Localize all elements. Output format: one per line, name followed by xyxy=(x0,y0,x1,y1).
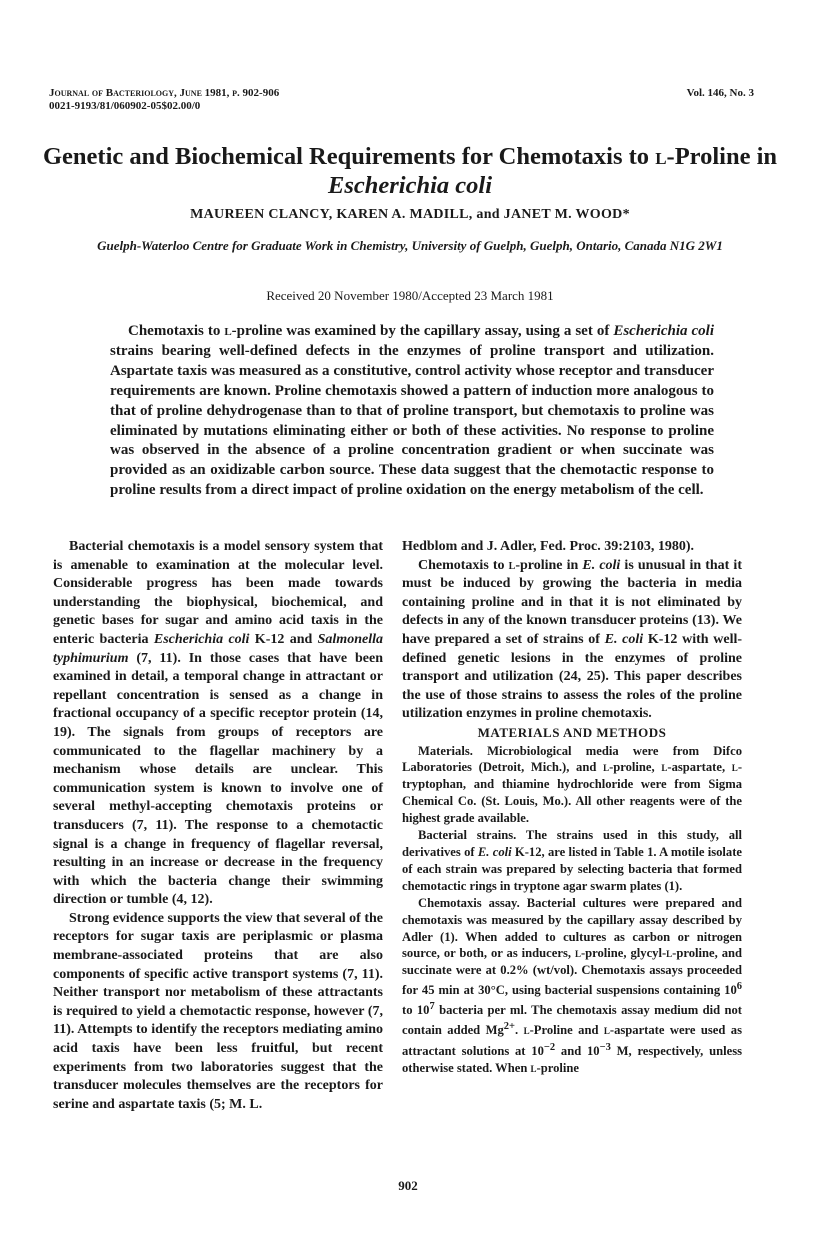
abstract-organism: Escherichia coli xyxy=(613,323,714,339)
abstract-text: strains bearing well-defined defects in the enzymes of proline transport and utilization. Aspartate taxis was measured as a constitutive, control activity whose receptor and transducer requirements are known. Proline chemotaxis showed a pattern of induction more analogous to that of proline dehydrogenase than to that of proline transport, but chemotaxis to proline was eliminated by mutations eliminating either or both of these activities. No response to proline was observed in the absence of a proline concentration gradient or when succinate was provided as an oxidizable carbon source. These data suggest that the chemotactic response to proline results from a direct impact of proline oxidation on the energy metabolism of the cell. xyxy=(110,342,714,499)
abstract xyxy=(110,322,714,501)
title-part-1: Genetic and Biochemical Requirements for Chemotaxis to xyxy=(42,143,656,170)
received-dates: Received 20 November 1980/Accepted 23 March 1981 xyxy=(266,288,554,303)
materials-paragraph: Materials. Microbiological media were from Difco Laboratories (Detroit, Mich.), and l-proline, l-aspartate, l-tryptophan, and thiamine hydrochloride were from Sigma Chemical Co. (St. Louis, Mo.). All other reagents were of the highest grade available. xyxy=(402,743,743,826)
left-column xyxy=(53,538,383,1114)
abstract-text: Chemotaxis to xyxy=(128,323,225,339)
section-heading-methods: MATERIALS AND METHODS xyxy=(477,724,667,740)
running-header xyxy=(49,87,279,113)
affiliation: Guelph-Waterloo Centre for Graduate Work in Chemistry, University of Guelph, Guelph, Ontario, Canada N1G 2W1 xyxy=(97,238,723,253)
title-part-2: -Proline in xyxy=(666,143,778,170)
abstract-l-prefix: l xyxy=(224,323,232,339)
journal-line: Journal of Bacteriology, June 1981, p. 902-906 xyxy=(49,87,280,99)
volume-label: Vol. 146, No. 3 xyxy=(686,87,754,99)
title-organism: Escherichia coli xyxy=(327,172,492,199)
title-l-prefix: l xyxy=(655,143,667,170)
right-column xyxy=(402,538,742,1077)
article-title xyxy=(40,142,780,200)
abstract-text: -proline was examined by the capillary assay, using a set of xyxy=(231,323,614,339)
intro-paragraph-3: Chemotaxis to l-proline in E. coli is unusual in that it must be induced by growing the bacteria in media containing proline and in that it is not eliminated by defects in any of the known transducer proteins (13). We have prepared a set of strains of E. coli K-12 with well-defined genetic lesions in the enzymes of proline transport and utilization (24, 25). This paper describes the use of those strains to assess the roles of the proline utilization enzymes in proline chemotaxis. xyxy=(402,557,743,722)
page-number: 902 xyxy=(398,1178,418,1193)
issn-line: 0021-9193/81/060902-05$02.00/0 xyxy=(49,100,201,112)
author-list: MAUREEN CLANCY, KAREN A. MADILL, and JANET M. WOOD* xyxy=(190,207,630,222)
strains-paragraph: Bacterial strains. The strains used in this study, all derivatives of E. coli K-12, are listed in Table 1. A motile isolate of each strain was prepared by selecting bacteria that formed chemotactic rings in tryptone agar swarm plates (1). xyxy=(402,828,742,893)
intro-paragraph-2: Strong evidence supports the view that several of the receptors for sugar taxis are periplasmic or plasma membrane-associated proteins that are also components of specific active transport systems (7, 11). Neither transport nor metabolism of these attractants is required to yield a chemotactic response, however (7, 11). Attempts to identify the receptors mediating amino acid taxis have been less fruitful, but recent experiments from two laboratories suggest that the transducer molecules themselves are the receptors for serine and aspartate taxis (5; M. L. xyxy=(53,910,383,1112)
intro-continuation: Hedblom and J. Adler, Fed. Proc. 39:2103, 1980). xyxy=(402,539,695,554)
assay-paragraph: Chemotaxis assay. Bacterial cultures were prepared and chemotaxis was measured by the capillary assay described by Adler (1). When added to cultures as carbon or nitrogen source, or both, or as inducers, l-proline, glycyl-l-proline, and succinate were at 0.2% (wt/vol). Chemotaxis assays proceeded for 45 min at 30°C, using bacterial suspensions containing $10^6$ to $10^7$ bacteria per ml. The chemotaxis assay medium did not contain added $Mg^{2+}$. l-Proline and l-aspartate were used as attractant solutions at $10^{-2}$ and $10^{-3}$ M, respectively, unless otherwise stated. When l-proline xyxy=(402,895,743,1075)
intro-paragraph-1: Bacterial chemotaxis is a model sensory system that is amenable to examination at the molecular level. Considerable progress has been made towards understanding the biophysical, biochemical, and genetic bases for sugar and amino acid taxis in the enteric bacteria Escherichia coli K-12 and Salmonella typhimurium (7, 11). In those cases that have been examined in detail, a temporal change in attractant or repellant concentration is sensed as a change in fractional occupancy of a specific receptor protein (14, 19). The signals from groups of receptors are communicated to the flagellar machinery by a mechanism whose details are unclear. This communication system is known to involve one of several methyl-accepting chemotaxis proteins or transducers (7, 11). The response to a chemotactic signal is a change in frequency of flagellar reversal, resulting in an increase or decrease in the frequency with which the bacteria change their swimming direction or tumble (4, 12). xyxy=(53,539,383,908)
